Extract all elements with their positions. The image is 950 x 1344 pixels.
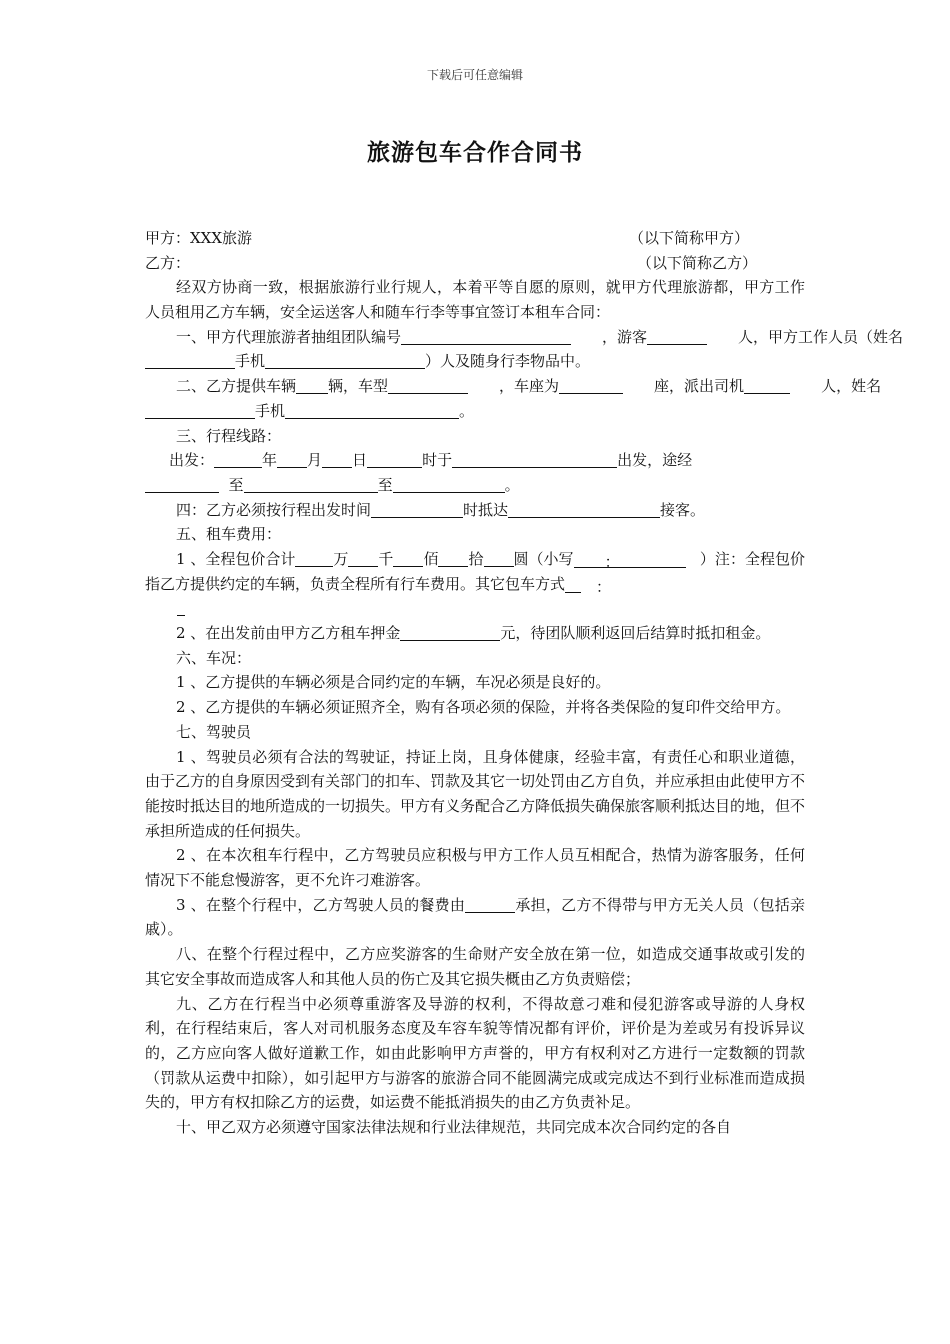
clause-4-text-a: 四：乙方必须按行程出发时间	[176, 500, 372, 519]
clause-10: 十、甲乙双方必须遵守国家法律法规和行业法律规范，共同完成本次合同约定的各自	[176, 1118, 732, 1137]
party-a-label: 甲方：XXX旅游	[145, 229, 253, 247]
unit-bai: 佰	[423, 549, 439, 568]
party-b-note: （以下简称乙方）	[637, 253, 758, 272]
vehicle-count-blank[interactable]	[296, 376, 328, 394]
year-blank[interactable]	[214, 450, 262, 468]
staff-name-blank[interactable]	[145, 351, 235, 369]
clause-1-line-1	[145, 325, 904, 350]
clause-9: 九、乙方在行程当中必须尊重游客及导游的权利，不得故意刁难和侵犯游客或导游的人身权利，在行程结束后，客人对司机服务态度及车容车貌等情况都有评价，评价是为差或另有投诉异议的，乙方应向客人做好道歉工作，如由此影响甲方声誉的，甲方有权利对乙方进行一定数额的罚款（罚款从运费中扣除），如引起甲方与游客的旅游合同不能圆满完成或完成达不到行业标准而造成损失的，甲方有权扣除乙方的运费，如运费不能抵消损失的由乙方负责补足。	[145, 994, 805, 1112]
wan-blank[interactable]	[295, 549, 333, 567]
party-b-label: 乙方：	[145, 253, 191, 272]
team-number-blank[interactable]	[401, 327, 571, 345]
clause-2-text-c: ，车座为	[499, 377, 560, 396]
driver-name-blank[interactable]	[145, 401, 255, 419]
unit-wan: 万	[333, 549, 349, 568]
clause-3-to-2: 至	[377, 475, 393, 494]
colon-mark: ：	[604, 552, 620, 571]
clause-5-2-text-a: 2 、在出发前由甲方乙方租车押金	[176, 624, 401, 643]
driver-phone-blank[interactable]	[285, 401, 459, 419]
depart-place-blank[interactable]	[452, 450, 617, 468]
via-place-1-blank[interactable]	[145, 475, 219, 493]
clause-3-title: 三、行程线路：	[176, 426, 282, 445]
clause-7-para-2: 2 、在本次租车行程中，乙方驾驶员应积极与甲方工作人员互相配合，热情为游客服务，任何情况下不能怠慢游客，更不允许刁难游客。	[145, 846, 805, 890]
clause-2-line-2	[145, 399, 805, 424]
clause-6-para-1: 1 、乙方提供的车辆必须是合同约定的车辆，车况必须是良好的。	[176, 673, 611, 692]
clause-1-text-c: 人，甲方工作人员（姓名	[738, 327, 904, 346]
clause-1-text-b: ，游客	[602, 327, 648, 346]
clause-2-text-d: 座，派出司机	[654, 377, 745, 396]
clause-5-para-1	[145, 547, 805, 596]
clause-5-title: 五、租车费用：	[176, 525, 282, 544]
staff-phone-blank[interactable]	[265, 351, 425, 369]
clause-2-text-a: 二、乙方提供车辆	[176, 377, 297, 396]
qian-blank[interactable]	[348, 549, 378, 567]
clause-7-3-text-a: 3 、在整个行程中，乙方驾驶人员的餐费由	[176, 895, 466, 914]
clause-3-to-1: 至	[228, 475, 244, 494]
clause-2-text-b: 辆，车型	[328, 377, 389, 396]
preamble: 经双方协商一致，根据旅游行业行规人，本着平等自愿的原则，就甲方代理旅游都，甲方工作人员租用乙方车辆，安全运送客人和随车行李等事宜签订本租车合同：	[145, 278, 805, 322]
clause-4-text-b: 时抵达	[463, 500, 509, 519]
clause-6-para-2: 2 、乙方提供的车辆必须证照齐全，购有各项必须的保险，并将各类保险的复印件交给甲方。	[176, 698, 791, 717]
colon-mark-2: ：	[596, 577, 612, 596]
contract-body	[145, 226, 904, 1140]
header-note: 下载后可任意编辑	[426, 68, 523, 82]
clause-7-title: 七、驾驶员	[176, 722, 252, 741]
clause-2-text-e: 人，姓名	[821, 377, 882, 396]
party-a-line	[145, 226, 805, 251]
clause-5-2-text-b: 元，待团队顺利返回后结算时抵扣租金。	[500, 624, 771, 643]
clause-6-title: 六、车况：	[176, 648, 252, 667]
clause-3-depart-label: 出发：	[169, 451, 215, 470]
hour-blank[interactable]	[367, 450, 422, 468]
clause-3-day: 日	[352, 451, 368, 470]
party-b-line	[145, 251, 805, 276]
clause-3-line-1	[145, 448, 805, 473]
month-blank[interactable]	[277, 450, 307, 468]
clause-1-text-a: 一、甲方代理旅游者抽组团队编号	[176, 327, 402, 346]
day-blank[interactable]	[322, 450, 352, 468]
clause-3-month: 月	[307, 451, 323, 470]
clause-3-via: 出发，途经	[617, 451, 693, 470]
tourist-count-blank[interactable]	[647, 327, 707, 345]
via-place-3-blank[interactable]	[393, 475, 505, 493]
other-method-continued-blank[interactable]	[177, 598, 185, 616]
shi-blank[interactable]	[438, 549, 468, 567]
clause-1-text-e: ）人及随身行李物品中。	[425, 352, 591, 371]
page-title: 旅游包车合作合同书	[367, 139, 583, 166]
clause-5-para-2	[145, 621, 805, 646]
party-a-note: （以下简称甲方）	[629, 229, 750, 247]
driver-count-blank[interactable]	[744, 376, 790, 394]
clause-2-text-g: 。	[459, 401, 475, 420]
clause-3-year: 年	[262, 451, 278, 470]
seat-count-blank[interactable]	[559, 376, 623, 394]
clause-7-para-1: 1 、驾驶员必须有合法的驾驶证，持证上岗，且身体健康，经验丰富，有责任心和职业道德，由于乙方的自身原因受到有关部门的扣车、罚款及其它一切处罚由乙方自负，并应承担由此使甲方不能按时抵达目的地所造成的一切损失。甲方有义务配合乙方降低损失确保旅客顺利抵达目的地，但不承担所造成的任何损失。	[145, 747, 806, 840]
clause-2-line-1	[145, 374, 882, 399]
deposit-blank[interactable]	[400, 623, 500, 641]
clause-1-line-2	[145, 349, 805, 374]
clause-3-line-2	[145, 473, 805, 498]
clause-3-hour: 时于	[422, 451, 453, 470]
clause-4-line	[145, 498, 805, 523]
clause-7-para-3	[145, 893, 805, 942]
bai-blank[interactable]	[393, 549, 423, 567]
yuan-blank[interactable]	[484, 549, 514, 567]
clause-8: 八、在整个行程过程中，乙方应奖游客的生命财产安全放在第一位，如造成交通事故或引发的其它安全事故而造成客人和其他人员的伤亡及其它损失概由乙方负责赔偿；	[145, 945, 805, 988]
pickup-place-blank[interactable]	[508, 500, 660, 518]
clause-5-blank-line	[145, 596, 805, 621]
clause-7-3-text-b: 承担，乙方不得带与甲方无关人员（包括亲戚）。	[145, 895, 805, 939]
clause-5-1-text-b: ）注：全程包价指乙方提供约定的车辆，负责全程所有行车费用。其它包车方式	[145, 549, 805, 593]
clause-3-end: 。	[504, 475, 520, 494]
clause-5-1-text-a: 1 、全程包价合计	[176, 549, 296, 568]
depart-time-blank[interactable]	[371, 500, 463, 518]
other-method-blank[interactable]	[565, 575, 612, 596]
clause-4-text-c: 接客。	[660, 500, 706, 519]
vehicle-model-blank[interactable]	[388, 376, 468, 394]
clause-2-text-f: 手机	[255, 401, 286, 420]
clause-1-text-d: 手机	[235, 352, 266, 371]
unit-yuan: 圆（小写	[513, 549, 574, 568]
meal-payer-blank[interactable]	[465, 895, 515, 913]
amount-figures-blank[interactable]	[574, 550, 686, 571]
unit-shi: 拾	[468, 549, 484, 568]
via-place-2-blank[interactable]	[244, 475, 378, 493]
unit-qian: 千	[378, 549, 394, 568]
